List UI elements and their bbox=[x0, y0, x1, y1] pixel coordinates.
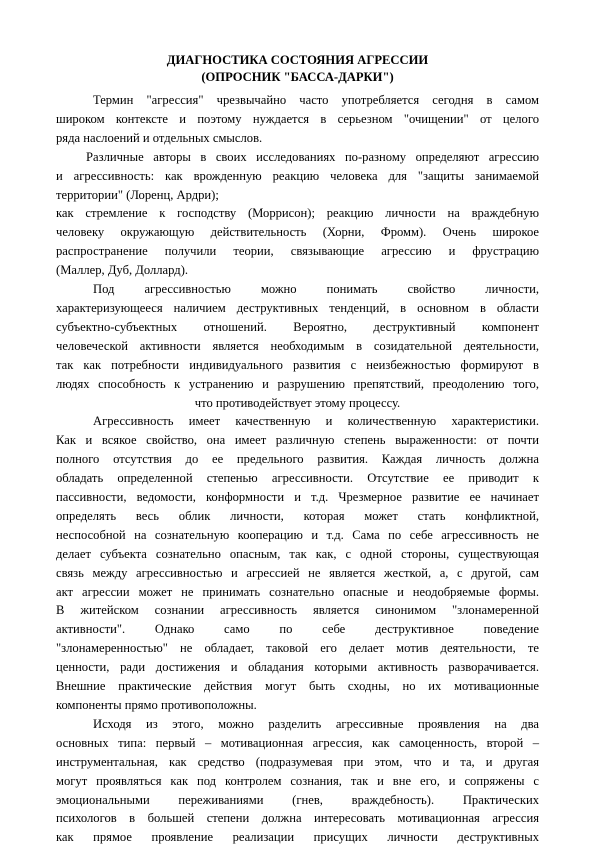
title-line-2: (ОПРОСНИК "БАССА-ДАРКИ") bbox=[201, 70, 394, 84]
text-line: территории" (Лоренц, Ардри); bbox=[56, 187, 219, 202]
text-line: и агрессивность: как врожденную реакцию человека для "защиты занимаемой bbox=[56, 168, 539, 183]
text-line: неспособной на сознательную кооперацию и т.д. Сама по себе агрессивность не bbox=[56, 527, 539, 542]
text-line: обладать определенной степенью агрессивности. Отсутствие ее приводит к bbox=[56, 471, 539, 486]
text-line: (Маллер, Дуб, Доллард). bbox=[56, 263, 189, 278]
text-line: как прямое проявление реализации присущих личности деструктивных bbox=[56, 830, 539, 845]
text-line: эмоциональными переживаниями (гнев, враждебность). Практических bbox=[56, 792, 539, 807]
text-line: широком контексте и поэтому нуждается в серьезном "очищении" от целого bbox=[56, 111, 539, 126]
document-title bbox=[56, 52, 539, 86]
text-line: инструментальная, как средство (подразумевая при этом, что и та, и другая bbox=[56, 754, 539, 769]
text-line: делает субъекта сознательно опасным, так как, с одной стороны, существующая bbox=[56, 546, 539, 561]
text-line: акт агрессии может не принимать сознательно опасные и неодобряемые формы. bbox=[56, 584, 539, 599]
paragraph-1 bbox=[56, 91, 539, 148]
text-line: компоненты прямо противоположны. bbox=[56, 698, 257, 712]
text-line: ценности, ради достижения и обладания которыми активность разворачивается. bbox=[56, 660, 539, 675]
text-line: Под агрессивностью можно понимать свойство личности, bbox=[93, 282, 539, 297]
text-line: полного отсутствия до ее предельного развития. Каждая личность должна bbox=[56, 452, 539, 467]
text-line: пассивности, ведомости, конформности и т.д. Чрезмерное развитие ее начинает bbox=[56, 490, 539, 505]
text-line: "злонамеренностью" не обладает, таковой его делает мотив деятельности, те bbox=[56, 641, 539, 656]
text-line: определять весь облик личности, которая может стать конфликтной, bbox=[56, 508, 539, 523]
document-page bbox=[56, 52, 539, 847]
text-line: субъектно-субъектных отношений. Вероятно, деструктивный компонент bbox=[56, 319, 539, 334]
text-line: что противодействует этому процессу. bbox=[194, 395, 401, 410]
text-line: психологов в большей степени должна интересовать мотивационная агрессия bbox=[56, 811, 539, 826]
text-line: В житейском сознании агрессивность является синонимом "злонамеренной bbox=[56, 603, 539, 618]
text-line: Агрессивность имеет качественную и количественную характеристики. bbox=[93, 414, 539, 429]
text-line: связь между агрессивностью и агрессией не является жесткой, а, с другой, сам bbox=[56, 565, 539, 580]
text-line: Исходя из этого, можно разделить агрессивные проявления на два bbox=[93, 716, 539, 731]
paragraph-3 bbox=[56, 204, 539, 280]
paragraph-6 bbox=[56, 715, 539, 847]
text-line: как стремление к господству (Моррисон); реакцию личности на враждебную bbox=[56, 206, 539, 221]
text-line: так как потребности индивидуального развития с неизбежностью формируют в bbox=[56, 357, 539, 372]
title-line-1: ДИАГНОСТИКА СОСТОЯНИЯ АГРЕССИИ bbox=[166, 53, 429, 67]
text-line: могут проявляться как под контролем сознания, так и вне его, и сопряжены с bbox=[56, 773, 539, 788]
text-line: Различные авторы в своих исследованиях по-разному определяют агрессию bbox=[86, 149, 539, 164]
text-line: активности". Однако само по себе деструктивное поведение bbox=[56, 622, 539, 637]
text-line: человеку окружающую действительность (Хорни, Фромм). Очень широкое bbox=[56, 225, 539, 240]
paragraph-5 bbox=[56, 412, 539, 715]
text-line: Как и всякое свойство, она имеет различную степень выраженности: от почти bbox=[56, 433, 539, 448]
paragraph-4 bbox=[56, 280, 539, 412]
text-line: распространение получили теории, связывающие агрессию и фрустрацию bbox=[56, 244, 539, 259]
text-line: Внешние практические действия могут быть сходны, но их мотивационные bbox=[56, 679, 539, 694]
text-line: основных типа: первый – мотивационная агрессия, как самоценность, второй – bbox=[56, 735, 539, 750]
text-line: ряда наслоений и отдельных смыслов. bbox=[56, 130, 263, 145]
text-line: человеческой активности является необходимым в созидательной деятельности, bbox=[56, 338, 539, 353]
paragraph-2 bbox=[56, 148, 539, 205]
text-line: характеризующееся наличием деструктивных тенденций, в основном в области bbox=[56, 300, 539, 315]
text-line: людях способность к устранению и разрушению препятствий, преодолению того, bbox=[56, 376, 539, 391]
text-line: Термин "агрессия" чрезвычайно часто употребляется сегодня в самом bbox=[93, 93, 539, 107]
